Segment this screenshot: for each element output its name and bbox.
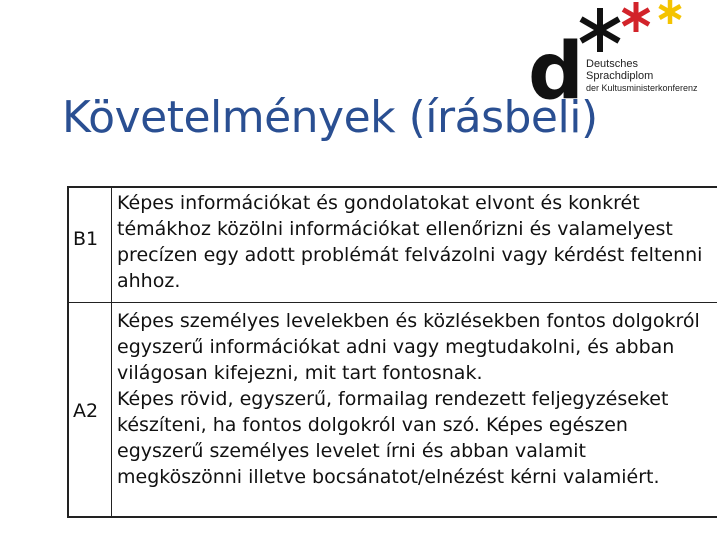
logo-red-asterisk bbox=[623, 2, 649, 32]
level-label-b1: B1 bbox=[73, 228, 99, 250]
logo-yellow-asterisk bbox=[660, 0, 681, 24]
logo-black-asterisk bbox=[581, 8, 619, 52]
row-divider bbox=[69, 302, 717, 303]
b1-text: Képes információkat és gondolatokat elvont és konkrét témákhoz közölni információkat ellenőrizni és valamelyest precízen egy adott problémát felvázolni vagy kérdést feltenni ahhoz. bbox=[117, 192, 703, 292]
logo-line-1: Deutsches bbox=[586, 58, 638, 70]
level-description-a2 bbox=[117, 308, 715, 490]
logo-wordmark bbox=[586, 58, 698, 94]
level-description-b1 bbox=[117, 190, 715, 294]
a2-text-2: Képes rövid, egyszerű, formailag rendezett feljegyzéseket készíteni, ha fontos dolgokról van szó. Képes egészen egyszerű személyes levelet írni és abban valamit megköszönni illetve bocsánatot/elnézést kérni valamiért. bbox=[117, 388, 669, 488]
logo-line-2: Sprachdiplom bbox=[586, 70, 654, 82]
requirements-table bbox=[67, 186, 717, 518]
level-label-a2: A2 bbox=[73, 400, 99, 422]
logo-d-letter: d bbox=[528, 27, 584, 106]
logo-line-3: der Kultusministerkonferenz bbox=[586, 83, 698, 93]
a2-text-1: Képes személyes levelekben és közlésekben fontos dolgokról egyszerű információkat adni vagy megtudakolni, és abban világosan kifejezni, mit tart fontosnak. bbox=[117, 310, 700, 384]
dsd-logo bbox=[528, 0, 720, 106]
slide-title: Követelmények (írásbeli) bbox=[62, 92, 598, 143]
